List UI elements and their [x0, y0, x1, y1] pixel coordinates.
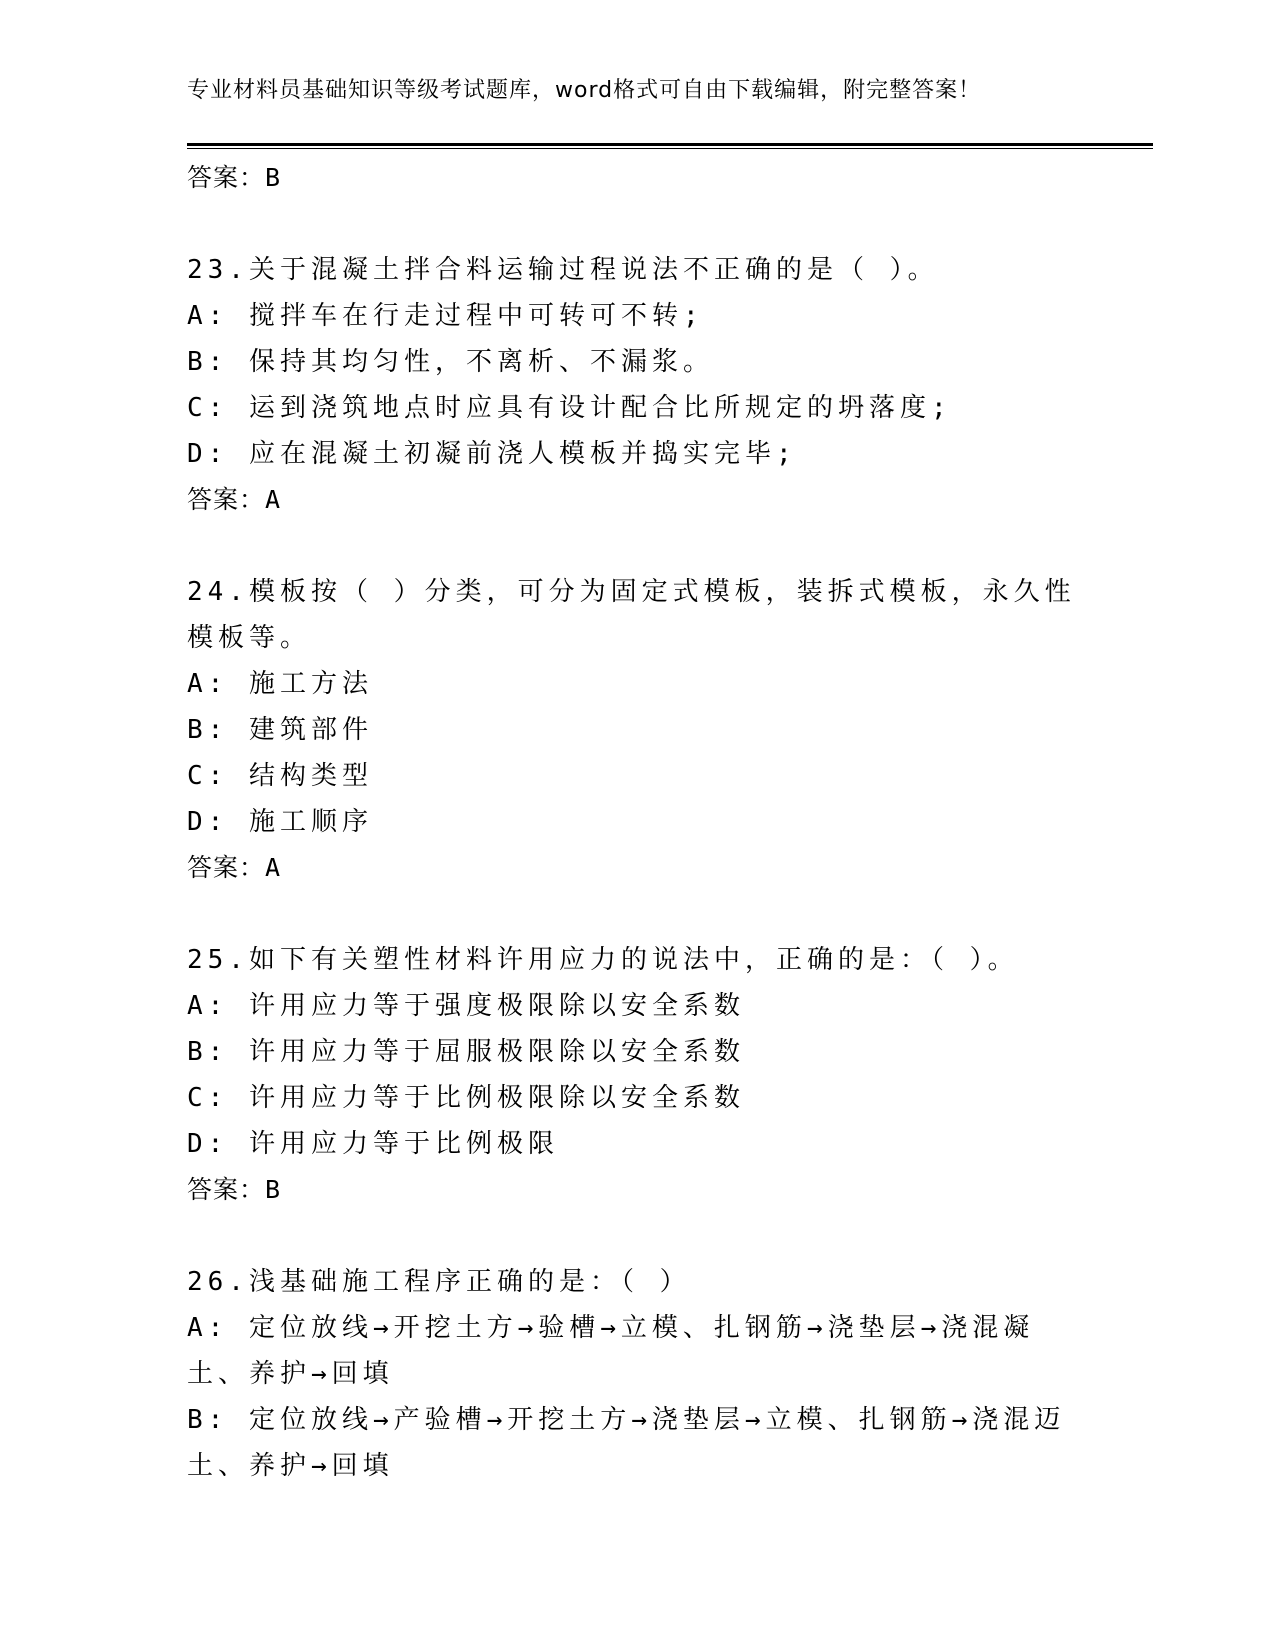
option-d: D: 施工顺序 [187, 807, 373, 837]
option-a: A: 施工方法 [187, 669, 373, 699]
answer-label: 答案： [187, 163, 266, 192]
option-c: C: 结构类型 [187, 761, 373, 791]
question-stem: 26.浅基础施工程序正确的是：（ ） [187, 1267, 691, 1297]
question-25 [187, 937, 1087, 1213]
answer-value: B [265, 1175, 282, 1204]
answer-value: A [265, 485, 282, 514]
question-stem: 25.如下有关塑性材料许用应力的说法中，正确的是：（ ）。 [187, 945, 1019, 975]
answer-line [187, 1167, 1087, 1213]
question-23 [187, 247, 1087, 523]
option-d: D: 应在混凝土初凝前浇人模板并捣实完毕; [187, 439, 797, 469]
option-d: D: 许用应力等于比例极限 [187, 1129, 559, 1159]
question-stem: 23.关于混凝土拌合料运输过程说法不正确的是（ ）。 [187, 255, 939, 285]
option-a: A: 许用应力等于强度极限除以安全系数 [187, 991, 745, 1021]
page-header: 专业材料员基础知识等级考试题库，word格式可自由下载编辑，附完整答案！ [187, 78, 982, 103]
question-26 [187, 1259, 1087, 1489]
option-a: A: 定位放线→开挖土方→验槽→立模、扎钢筋→浇垫层→浇混凝土、养护→回填 [187, 1313, 1035, 1389]
answer-label: 答案： [187, 853, 266, 882]
question-24 [187, 569, 1087, 891]
answer-line [187, 477, 1087, 523]
answer-line [187, 845, 1087, 891]
answer-value: B [265, 163, 282, 192]
question-stem: 24.模板按（ ）分类，可分为固定式模板，装拆式模板，永久性模板等。 [187, 577, 1076, 653]
question-content [187, 155, 1087, 1489]
option-a: A: 搅拌车在行走过程中可转可不转; [187, 301, 704, 331]
answer-line [187, 155, 1087, 201]
option-c: C: 许用应力等于比例极限除以安全系数 [187, 1083, 745, 1113]
option-b: B: 定位放线→产验槽→开挖土方→浇垫层→立模、扎钢筋→浇混迈土、养护→回填 [187, 1405, 1066, 1481]
header-rule [187, 143, 1153, 149]
option-b: B: 许用应力等于屈服极限除以安全系数 [187, 1037, 745, 1067]
answer-value: A [265, 853, 282, 882]
option-b: B: 建筑部件 [187, 715, 373, 745]
option-b: B: 保持其均匀性，不离析、不漏浆。 [187, 347, 714, 377]
answer-label: 答案： [187, 1175, 266, 1204]
option-c: C: 运到浇筑地点时应具有设计配合比所规定的坍落度; [187, 393, 952, 423]
answer-label: 答案： [187, 485, 266, 514]
